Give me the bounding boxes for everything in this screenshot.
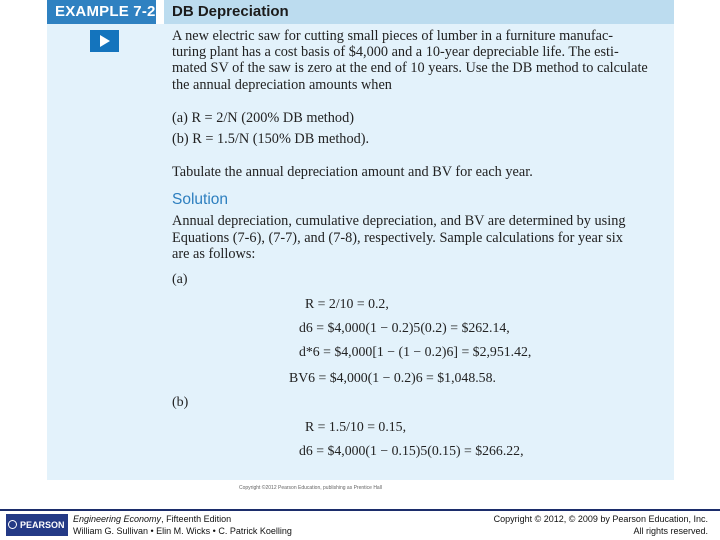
footer-rights: All rights reserved.: [633, 526, 708, 536]
play-button[interactable]: [90, 30, 119, 52]
example-label: EXAMPLE 7-2: [55, 3, 156, 20]
example-panel: [47, 0, 674, 480]
pearson-logo-text: PEARSON: [20, 520, 65, 530]
footer-edition: , Fifteenth Edition: [161, 514, 232, 524]
pearson-logo: [6, 514, 68, 536]
solution-line-3: are as follows:: [172, 246, 256, 262]
equation-b1: R = 1.5/10 = 0.15,: [305, 419, 407, 434]
solution-heading: Solution: [172, 191, 229, 208]
equation-a3: d*6 = $4,000[1 − (1 − 0.2)6] = $2,951.42,: [299, 344, 532, 359]
problem-line-2: turing plant has a cost basis of $4,000 and a 10-year depreciable life. The esti-: [172, 44, 619, 60]
equation-b2: d6 = $4,000(1 − 0.15)5(0.15) = $266.22,: [299, 443, 524, 458]
example-title-bar: [164, 0, 674, 24]
play-icon: [100, 35, 110, 47]
footer-book-line: [73, 514, 231, 524]
solution-label-b: (b): [172, 395, 189, 410]
example-tab: [47, 0, 156, 24]
image-credit: Copyright ©2012 Pearson Education, publishing as Prentice Hall: [239, 485, 382, 491]
equation-a1: R = 2/10 = 0.2,: [305, 296, 389, 311]
equation-a2: d6 = $4,000(1 − 0.2)5(0.2) = $262.14,: [299, 320, 510, 335]
problem-tabulate: Tabulate the annual depreciation amount and BV for each year.: [172, 164, 533, 180]
problem-line-3: mated SV of the saw is zero at the end of 10 years. Use the DB method to calculate: [172, 60, 648, 76]
problem-part-a: (a) R = 2/N (200% DB method): [172, 110, 354, 126]
example-title: DB Depreciation: [172, 3, 289, 20]
footer-copyright: Copyright © 2012, © 2009 by Pearson Education, Inc.: [493, 514, 708, 524]
equation-a4: BV6 = $4,000(1 − 0.2)6 = $1,048.58.: [289, 370, 496, 385]
solution-label-a: (a): [172, 272, 188, 287]
footer-authors: William G. Sullivan • Elin M. Wicks • C. Patrick Koelling: [73, 526, 292, 536]
footer-book-title: Engineering Economy: [73, 514, 162, 524]
example-header: [47, 0, 674, 24]
problem-line-1: A new electric saw for cutting small pieces of lumber in a furniture manufac-: [172, 28, 614, 44]
solution-line-2: Equations (7-6), (7-7), and (7-8), respectively. Sample calculations for year six: [172, 230, 623, 246]
problem-line-4: the annual depreciation amounts when: [172, 77, 392, 93]
problem-part-b: (b) R = 1.5/N (150% DB method).: [172, 131, 370, 147]
pearson-logo-icon: [8, 520, 17, 529]
solution-line-1: Annual depreciation, cumulative depreciation, and BV are determined by using: [172, 213, 626, 229]
footer-rule: [0, 509, 720, 511]
